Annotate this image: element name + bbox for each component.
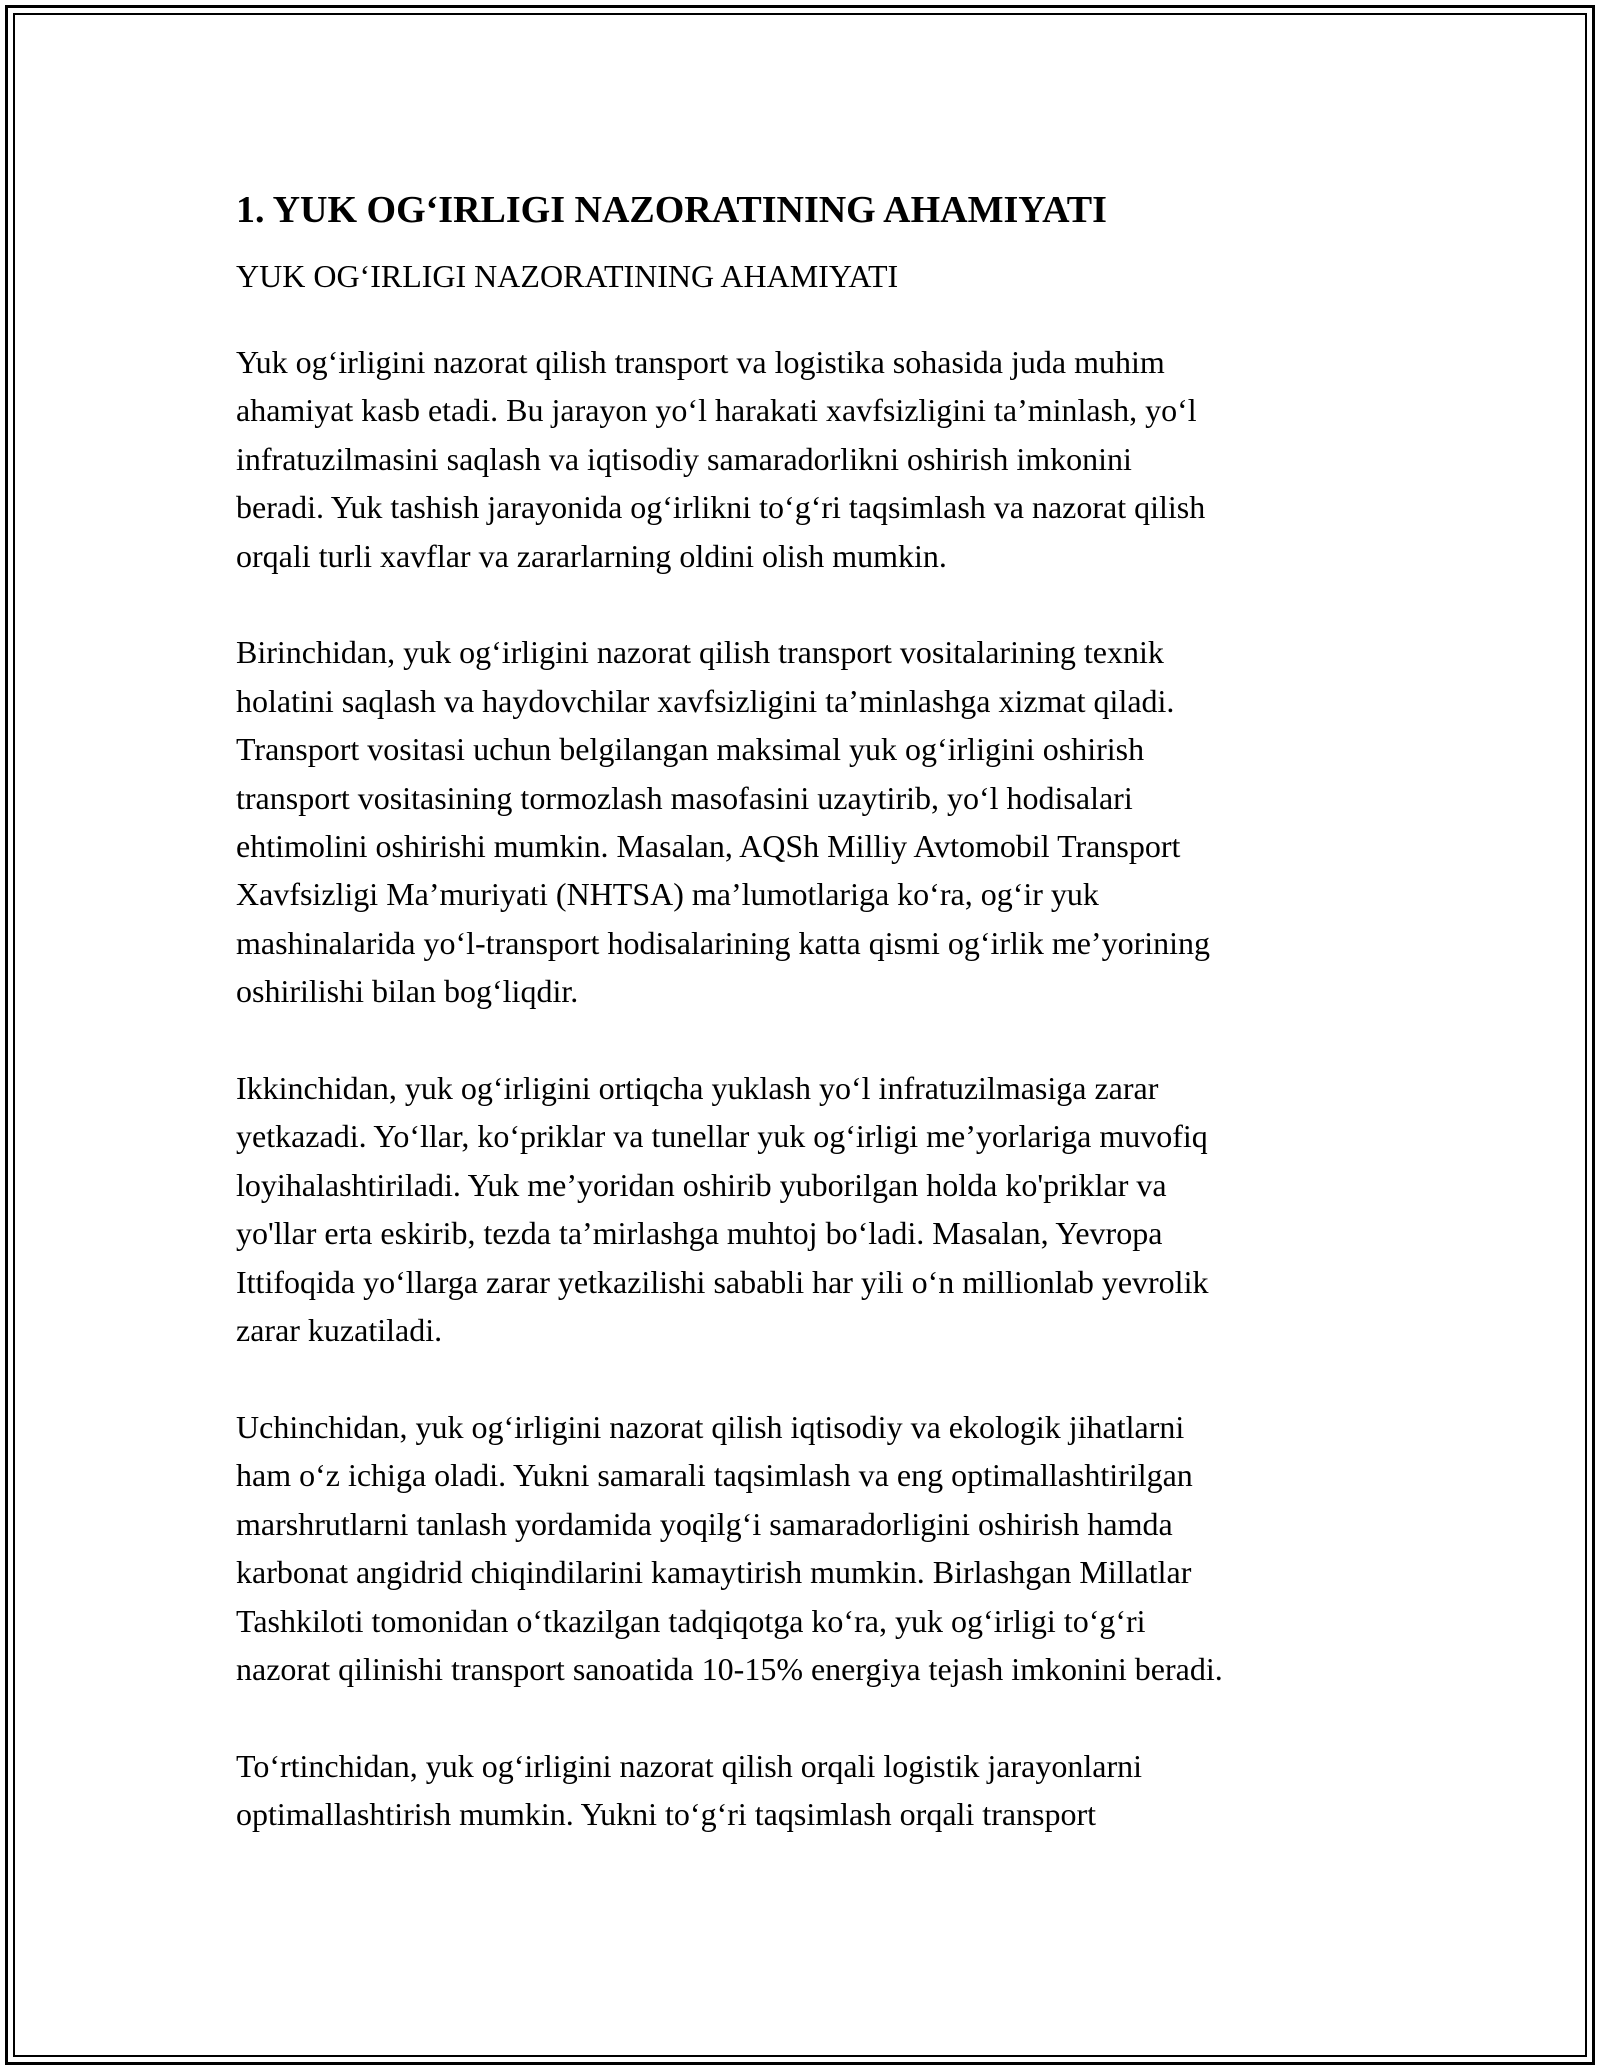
paragraph-line: infratuzilmasini saqlash va iqtisodiy samaradorlikni oshirish imkonini bbox=[236, 440, 1132, 477]
paragraph-line: transport vositasining tormozlash masofasini uzaytirib, yo‘l hodisalari bbox=[236, 779, 1133, 816]
paragraph-list bbox=[236, 338, 1386, 1839]
document-body bbox=[236, 186, 1386, 1887]
paragraph-line: holatini saqlash va haydovchilar xavfsizligini ta’minlashga xizmat qiladi. bbox=[236, 682, 1175, 719]
paragraph-line: Tashkiloti tomonidan o‘tkazilgan tadqiqotga ko‘ra, yuk og‘irligi to‘g‘ri bbox=[236, 1602, 1146, 1639]
paragraph-line: Ikkinchidan, yuk og‘irligini ortiqcha yuklash yo‘l infratuzilmasiga zarar bbox=[236, 1070, 1159, 1107]
paragraph-line: Uchinchidan, yuk og‘irligini nazorat qilish iqtisodiy va ekologik jihatlarni bbox=[236, 1408, 1185, 1445]
paragraph-line: ham o‘z ichiga oladi. Yukni samarali taqsimlash va eng optimallashtirilgan bbox=[236, 1457, 1193, 1494]
paragraph-line: ehtimolini oshirishi mumkin. Masalan, AQSh Milliy Avtomobil Transport bbox=[236, 828, 1181, 865]
paragraph-line: To‘rtinchidan, yuk og‘irligini nazorat qilish orqali logistik jarayonlarni bbox=[236, 1747, 1142, 1784]
paragraph-line: loyihalashtiriladi. Yuk me’yoridan oshirib yuborilgan holda ko'priklar va bbox=[236, 1166, 1167, 1203]
paragraph-line: nazorat qilinishi transport sanoatida 10-15% energiya tejash imkonini beradi. bbox=[236, 1650, 1223, 1687]
paragraph bbox=[236, 1742, 1386, 1839]
paragraph-line: oshirilishi bilan bog‘liqdir. bbox=[236, 973, 579, 1010]
paragraph bbox=[236, 1064, 1386, 1354]
paragraph-line: Birinchidan, yuk og‘irligini nazorat qilish transport vositalarining texnik bbox=[236, 634, 1164, 671]
paragraph-line: yo'llar erta eskirib, tezda ta’mirlashga muhtoj bo‘ladi. Masalan, Yevropa bbox=[236, 1215, 1163, 1252]
section-heading: 1. YUK OG‘IRLIGI NAZORATINING AHAMIYATI bbox=[236, 189, 1107, 231]
paragraph-line: ahamiyat kasb etadi. Bu jarayon yo‘l harakati xavfsizligini ta’minlash, yo‘l bbox=[236, 392, 1197, 429]
paragraph-line: yetkazadi. Yo‘llar, ko‘priklar va tunellar yuk og‘irligi me’yorlariga muvofiq bbox=[236, 1118, 1208, 1155]
paragraph-line: mashinalarida yo‘l-transport hodisalarining katta qismi og‘irlik me’yorining bbox=[236, 924, 1210, 961]
paragraph-line: beradi. Yuk tashish jarayonida og‘irlikni to‘g‘ri taqsimlash va nazorat qilish bbox=[236, 489, 1206, 526]
paragraph-line: karbonat angidrid chiqindilarini kamaytirish mumkin. Birlashgan Millatlar bbox=[236, 1554, 1192, 1591]
section-subheading: YUK OG‘IRLIGI NAZORATINING AHAMIYATI bbox=[236, 258, 899, 294]
paragraph-line: Yuk og‘irligini nazorat qilish transport va logistika sohasida juda muhim bbox=[236, 344, 1165, 380]
paragraph-line: Xavfsizligi Ma’muriyati (NHTSA) ma’lumotlariga ko‘ra, og‘ir yuk bbox=[236, 876, 1099, 913]
paragraph-line: marshrutlarni tanlash yordamida yoqilg‘i samaradorligini oshirish hamda bbox=[236, 1505, 1173, 1542]
paragraph bbox=[236, 338, 1386, 580]
paragraph bbox=[236, 1403, 1386, 1693]
paragraph bbox=[236, 628, 1386, 1015]
paragraph-line: optimallashtirish mumkin. Yukni to‘g‘ri taqsimlash orqali transport bbox=[236, 1796, 1097, 1833]
paragraph-line: orqali turli xavflar va zararlarning oldini olish mumkin. bbox=[236, 537, 947, 574]
paragraph-line: zarar kuzatiladi. bbox=[236, 1312, 443, 1349]
paragraph-line: Transport vositasi uchun belgilangan maksimal yuk og‘irligini oshirish bbox=[236, 731, 1145, 768]
paragraph-line: Ittifoqida yo‘llarga zarar yetkazilishi sababli har yili o‘n millionlab yevrolik bbox=[236, 1263, 1209, 1300]
